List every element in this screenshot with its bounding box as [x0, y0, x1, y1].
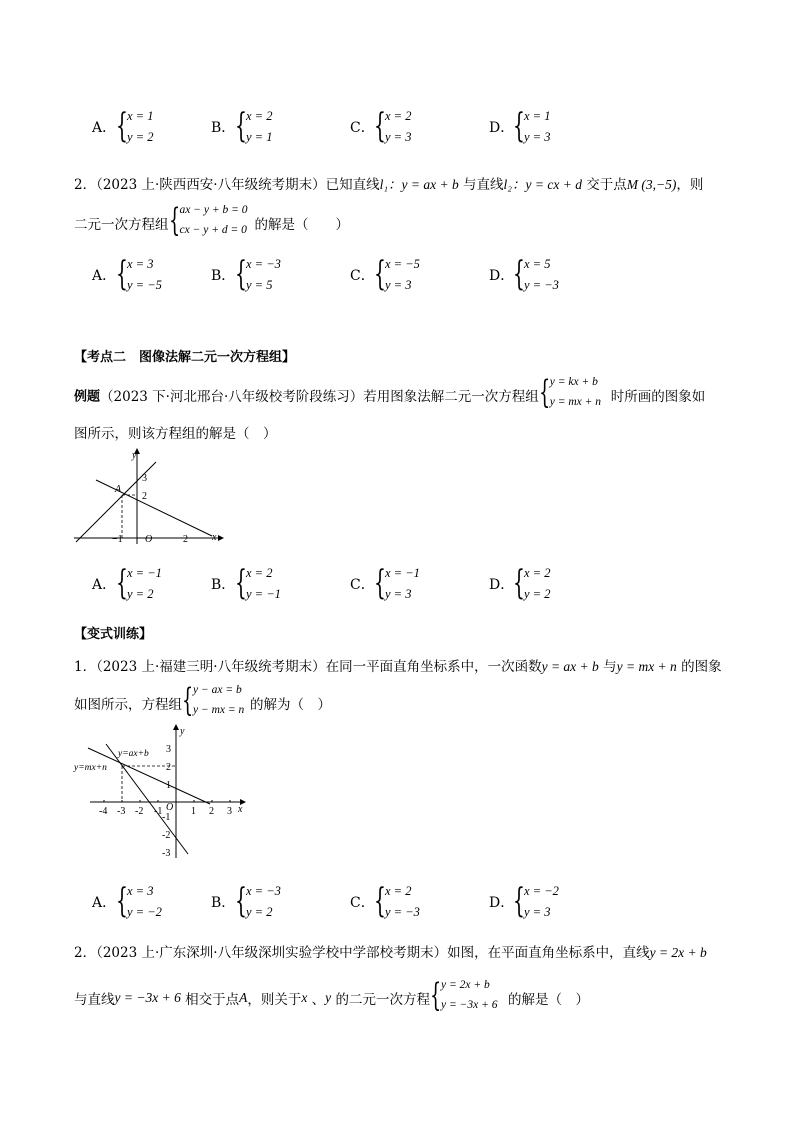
y-tick-label: -1 — [162, 812, 171, 823]
equation: y = 1 — [246, 130, 273, 144]
option-c[interactable] — [350, 254, 460, 298]
option-b[interactable] — [211, 254, 321, 298]
line-l1-label: l₁ — [379, 177, 389, 192]
line-y-mx-n — [96, 480, 212, 536]
equation: cx − y + d = 0 — [179, 224, 247, 236]
brace: { — [513, 254, 525, 294]
variant-q1-line2-suffix: 的解为（ ） — [250, 697, 331, 713]
brace: { — [429, 976, 442, 1014]
x-axis-label: x — [212, 532, 217, 543]
option-letter: C． — [350, 577, 375, 593]
equation: y = 3 — [524, 905, 551, 919]
equation: y = 2 — [524, 587, 551, 601]
option-letter: C． — [350, 895, 375, 911]
y-tick-label: -2 — [162, 830, 171, 841]
option-d[interactable] — [489, 563, 599, 607]
equation: y = −1 — [246, 587, 281, 601]
equation-system — [430, 978, 508, 1018]
origin-label: O — [145, 534, 153, 545]
equation: x = 3 — [127, 257, 154, 271]
q2-stem-line2 — [74, 203, 349, 243]
equation: y = 5 — [246, 278, 273, 292]
tick-label-3: 3 — [142, 473, 147, 484]
line-l2-equation: ：y = cx + d — [512, 177, 582, 192]
option-letter: C． — [350, 120, 375, 136]
y-tick-label: 1 — [166, 780, 171, 791]
label-mx-n: y=mx+n — [74, 763, 107, 773]
function-2x-b: y = 2x + b — [649, 945, 707, 960]
q2-stem-line1 — [74, 173, 703, 193]
option-c[interactable] — [350, 106, 460, 150]
equation: y = −3 — [385, 905, 420, 919]
point-a-label: A — [115, 484, 122, 495]
brace: { — [116, 563, 128, 603]
example-suffix: 时所画的图象如 — [610, 389, 706, 405]
label-ax-b: y=ax+b — [118, 749, 149, 759]
equation: y = 3 — [385, 278, 412, 292]
section-heading-topic2: 【考点二 图像法解二元一次方程组】 — [74, 350, 296, 365]
x-tick-label: 2 — [209, 806, 214, 817]
x-tick-label: -4 — [99, 806, 108, 817]
brace: { — [374, 563, 386, 603]
option-a[interactable] — [92, 254, 202, 298]
variant-q2-text-d: 的二元一次方程 — [331, 992, 430, 1008]
option-letter: D． — [489, 120, 515, 136]
variant-q1-line1 — [74, 655, 722, 675]
y-axis-label: y — [132, 450, 137, 461]
equation: y = −5 — [127, 278, 162, 292]
equation: x = −1 — [385, 566, 420, 580]
option-letter: D． — [489, 577, 515, 593]
line-l1-equation: ：y = ax + b — [388, 177, 459, 192]
equation: y = 2x + b — [440, 979, 490, 991]
variant-q2-text-b: 相交于点 — [180, 992, 240, 1008]
equation: y − mx = n — [193, 704, 245, 716]
q2-suffix-text: 交于点 — [581, 177, 627, 193]
y-tick-label: 2 — [166, 762, 171, 773]
equation: ax − y + b = 0 — [179, 204, 248, 216]
variant-q2-text-c: ，则关于 — [247, 992, 302, 1008]
equation: y = kx + b — [549, 376, 598, 388]
equation: y = 3 — [385, 130, 412, 144]
variant-q2-prefix: 2．（2023 上·广东深圳·八年级深圳实验学校中学部校考期末）如图，在平面直角坐标系中，直线 — [74, 945, 650, 961]
equation: y = −2 — [127, 905, 162, 919]
variant-q2-text-a: 与直线 — [74, 992, 115, 1008]
equation: x = −3 — [246, 884, 281, 898]
x-tick-label: -1 — [154, 806, 163, 817]
option-a[interactable] — [92, 106, 202, 150]
equation: y = 2 — [127, 587, 154, 601]
option-d[interactable] — [489, 881, 599, 925]
equation: x = −2 — [524, 884, 559, 898]
equation: y = mx + n — [549, 396, 602, 408]
example-label: 例题 — [74, 389, 101, 405]
x-tick-label: -2 — [135, 806, 144, 817]
option-a[interactable] — [92, 881, 202, 925]
x-tick-label: -3 — [117, 806, 126, 817]
brace: { — [235, 881, 247, 921]
option-b[interactable] — [211, 563, 321, 607]
x-axis-arrow — [218, 535, 224, 541]
point-m: M (3,−5) — [626, 177, 677, 192]
brace: { — [235, 254, 247, 294]
example-stem-line2: 图所示，则该方程组的解是（ ） — [74, 426, 277, 442]
example-text: （2023 下·河北邢台·八年级校考阶段练习）若用图象法解二元一次方程组 — [100, 389, 539, 405]
y-axis-arrow — [173, 724, 179, 730]
option-c[interactable] — [350, 881, 460, 925]
option-letter: B． — [211, 895, 236, 911]
variable-x: x — [301, 990, 308, 1005]
variant-q2-sep: 、 — [307, 992, 326, 1008]
y-axis-label: y — [180, 726, 185, 737]
variant-q1-line2-prefix: 如图所示，方程组 — [74, 697, 182, 713]
brace: { — [513, 563, 525, 603]
equation: x = −5 — [385, 257, 420, 271]
equation: y = −3 — [524, 278, 559, 292]
equation-system — [182, 683, 250, 723]
option-letter: A． — [92, 577, 117, 593]
origin-label: O — [166, 802, 174, 813]
option-a[interactable] — [92, 563, 202, 607]
equation: x = 2 — [385, 109, 412, 123]
equation: x = 1 — [524, 109, 551, 123]
brace: { — [235, 106, 247, 146]
tick-label-neg1: −1 — [112, 534, 123, 545]
equation-system — [169, 203, 255, 243]
variant-q1-suffix: 的图象 — [676, 659, 722, 675]
option-letter: D． — [489, 268, 515, 284]
variant-q2-line1 — [74, 941, 707, 961]
example-graph — [70, 446, 225, 546]
section-heading-variant: 【变式训练】 — [74, 627, 153, 642]
x-tick-label: 3 — [227, 806, 232, 817]
equation: y = 2 — [246, 905, 273, 919]
equation: y = 3 — [385, 587, 412, 601]
q2-end-text: ，则 — [676, 177, 704, 193]
line-l2-label: l₂ — [503, 177, 512, 192]
option-letter: A． — [92, 268, 117, 284]
equation: y = 3 — [524, 130, 551, 144]
brace: { — [168, 201, 180, 239]
y-tick-label: -3 — [162, 848, 171, 859]
q2-line2-suffix: 的解是（ ） — [254, 217, 349, 233]
equation: y = −3x + 6 — [440, 999, 498, 1011]
option-letter: C． — [350, 268, 375, 284]
y-tick-label: 3 — [166, 744, 171, 755]
equation: y = 2 — [127, 130, 154, 144]
brace: { — [538, 373, 550, 411]
equation-system — [539, 375, 611, 415]
option-letter: B． — [211, 268, 236, 284]
equation: x = 3 — [127, 884, 154, 898]
option-letter: A． — [92, 120, 117, 136]
variant-graph — [70, 722, 250, 862]
option-letter: B． — [211, 120, 236, 136]
option-letter: D． — [489, 895, 515, 911]
tick-label-2: 2 — [142, 491, 147, 502]
point-a: A — [239, 990, 248, 1005]
option-d[interactable] — [489, 254, 599, 298]
variant-q2-line2 — [74, 978, 589, 1018]
function-ax-b: y = ax + b — [541, 659, 599, 674]
option-c[interactable] — [350, 563, 460, 607]
tick-label-x2: 2 — [183, 534, 188, 545]
q2-mid-text: 与直线 — [458, 177, 504, 193]
variable-y: y — [325, 990, 332, 1005]
equation: x = 5 — [524, 257, 551, 271]
brace: { — [374, 881, 386, 921]
equation: x = 2 — [246, 566, 273, 580]
option-letter: B． — [211, 577, 236, 593]
q2-prefix: 2．（2023 上·陕西西安·八年级统考期末）已知直线 — [74, 177, 380, 193]
variant-q1-line2 — [74, 683, 331, 723]
option-d[interactable] — [489, 106, 599, 150]
brace: { — [116, 254, 128, 294]
function-mx-n: y = mx + n — [616, 659, 677, 674]
q2-line2-prefix: 二元一次方程组 — [74, 217, 169, 233]
equation: y − ax = b — [193, 684, 242, 696]
equation: x = 1 — [127, 109, 154, 123]
line-y-mx-n — [88, 748, 210, 804]
brace: { — [235, 563, 247, 603]
function-neg3x-6: y = −3x + 6 — [114, 990, 181, 1005]
option-b[interactable] — [211, 106, 321, 150]
equation: x = −3 — [246, 257, 281, 271]
equation: x = 2 — [246, 109, 273, 123]
brace: { — [116, 881, 128, 921]
option-letter: A． — [92, 895, 117, 911]
example-stem-line1 — [74, 375, 705, 415]
brace: { — [116, 106, 128, 146]
brace: { — [513, 106, 525, 146]
brace: { — [182, 681, 194, 719]
equation: x = 2 — [524, 566, 551, 580]
variant-q2-text-e: 的解是（ ） — [507, 992, 589, 1008]
equation: x = −1 — [127, 566, 162, 580]
x-tick-label: 1 — [191, 806, 196, 817]
brace: { — [513, 881, 525, 921]
option-b[interactable] — [211, 881, 321, 925]
x-axis-label: x — [238, 804, 243, 815]
brace: { — [374, 254, 386, 294]
variant-q1-prefix: 1．（2023 上·福建三明·八年级统考期末）在同一平面直角坐标系中，一次函数 — [74, 659, 542, 675]
equation: x = 2 — [385, 884, 412, 898]
brace: { — [374, 106, 386, 146]
variant-q1-and: 与 — [598, 659, 617, 675]
